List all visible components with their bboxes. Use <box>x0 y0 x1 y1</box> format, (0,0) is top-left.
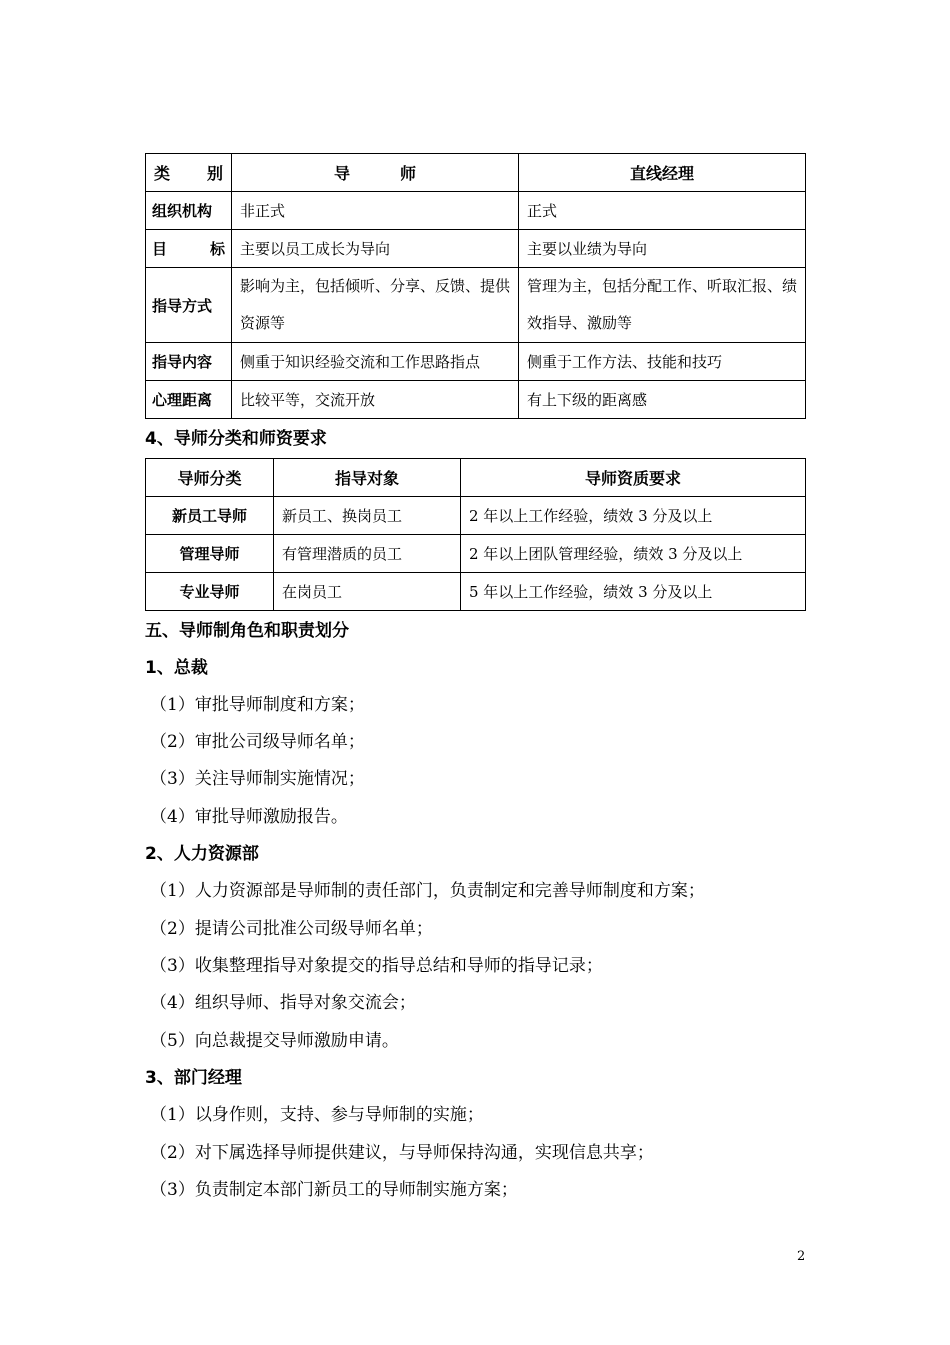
table-header-row <box>146 459 806 497</box>
header-type: 导师分类 <box>146 459 274 497</box>
mentor-cell: 侧重于知识经验交流和工作思路指点 <box>232 343 519 381</box>
list-item: （3）关注导师制实施情况； <box>150 769 365 789</box>
row-label: 指导内容 <box>146 343 232 381</box>
role-heading: 2、人力资源部 <box>145 844 259 864</box>
header-target: 指导对象 <box>274 459 461 497</box>
mentor-type: 专业导师 <box>146 573 274 611</box>
section-heading: 4、导师分类和师资要求 <box>145 429 327 449</box>
list-item: （5）向总裁提交导师激励申请。 <box>150 1031 399 1051</box>
list-item: （2）提请公司批准公司级导师名单； <box>150 919 433 939</box>
target-cell: 新员工、换岗员工 <box>274 497 461 535</box>
table-row <box>146 497 806 535</box>
role-heading: 3、部门经理 <box>145 1068 242 1088</box>
mentor-type: 管理导师 <box>146 535 274 573</box>
table-row <box>146 573 806 611</box>
header-manager: 直线经理 <box>519 154 806 192</box>
header-requirement: 导师资质要求 <box>461 459 806 497</box>
header-mentor: 导 师 <box>232 154 519 192</box>
mentor-type: 新员工导师 <box>146 497 274 535</box>
manager-cell: 正式 <box>519 192 806 230</box>
requirement-cell: 2 年以上工作经验，绩效 3 分及以上 <box>461 497 806 535</box>
list-item: （1）以身作则，支持、参与导师制的实施； <box>150 1105 484 1125</box>
role-heading: 1、总裁 <box>145 658 208 678</box>
requirement-cell: 2 年以上团队管理经验，绩效 3 分及以上 <box>461 535 806 573</box>
page-number: 2 <box>797 1249 806 1264</box>
header-category: 类 别 <box>146 154 232 192</box>
table-row <box>146 381 806 419</box>
manager-cell: 侧重于工作方法、技能和技巧 <box>519 343 806 381</box>
table-row <box>146 192 806 230</box>
mentor-cell: 非正式 <box>232 192 519 230</box>
list-item: （4）审批导师激励报告。 <box>150 807 348 827</box>
mentor-vs-manager-table <box>145 153 806 419</box>
table-row <box>146 230 806 268</box>
row-label: 目 标 <box>146 230 232 268</box>
table-row <box>146 343 806 381</box>
mentor-classification-table <box>145 458 806 611</box>
list-item: （1）人力资源部是导师制的责任部门，负责制定和完善导师制度和方案； <box>150 881 705 901</box>
mentor-cell: 影响为主，包括倾听、分享、反馈、提供资源等 <box>232 268 519 343</box>
section-heading: 五、导师制角色和职责划分 <box>145 621 349 641</box>
list-item: （3）收集整理指导对象提交的指导总结和导师的指导记录； <box>150 956 603 976</box>
row-label: 组织机构 <box>146 192 232 230</box>
manager-cell: 主要以业绩为导向 <box>519 230 806 268</box>
list-item: （4）组织导师、指导对象交流会； <box>150 993 416 1013</box>
table-row <box>146 535 806 573</box>
table-row <box>146 268 806 343</box>
manager-cell: 管理为主，包括分配工作、听取汇报、绩效指导、激励等 <box>519 268 806 343</box>
row-label: 心理距离 <box>146 381 232 419</box>
list-item: （3）负责制定本部门新员工的导师制实施方案； <box>150 1180 518 1200</box>
list-item: （1）审批导师制度和方案； <box>150 695 365 715</box>
target-cell: 在岗员工 <box>274 573 461 611</box>
list-item: （2）对下属选择导师提供建议，与导师保持沟通，实现信息共享； <box>150 1143 654 1163</box>
table-header-row <box>146 154 806 192</box>
row-label: 指导方式 <box>146 268 232 343</box>
requirement-cell: 5 年以上工作经验，绩效 3 分及以上 <box>461 573 806 611</box>
manager-cell: 有上下级的距离感 <box>519 381 806 419</box>
target-cell: 有管理潜质的员工 <box>274 535 461 573</box>
mentor-cell: 主要以员工成长为导向 <box>232 230 519 268</box>
list-item: （2）审批公司级导师名单； <box>150 732 365 752</box>
mentor-cell: 比较平等，交流开放 <box>232 381 519 419</box>
